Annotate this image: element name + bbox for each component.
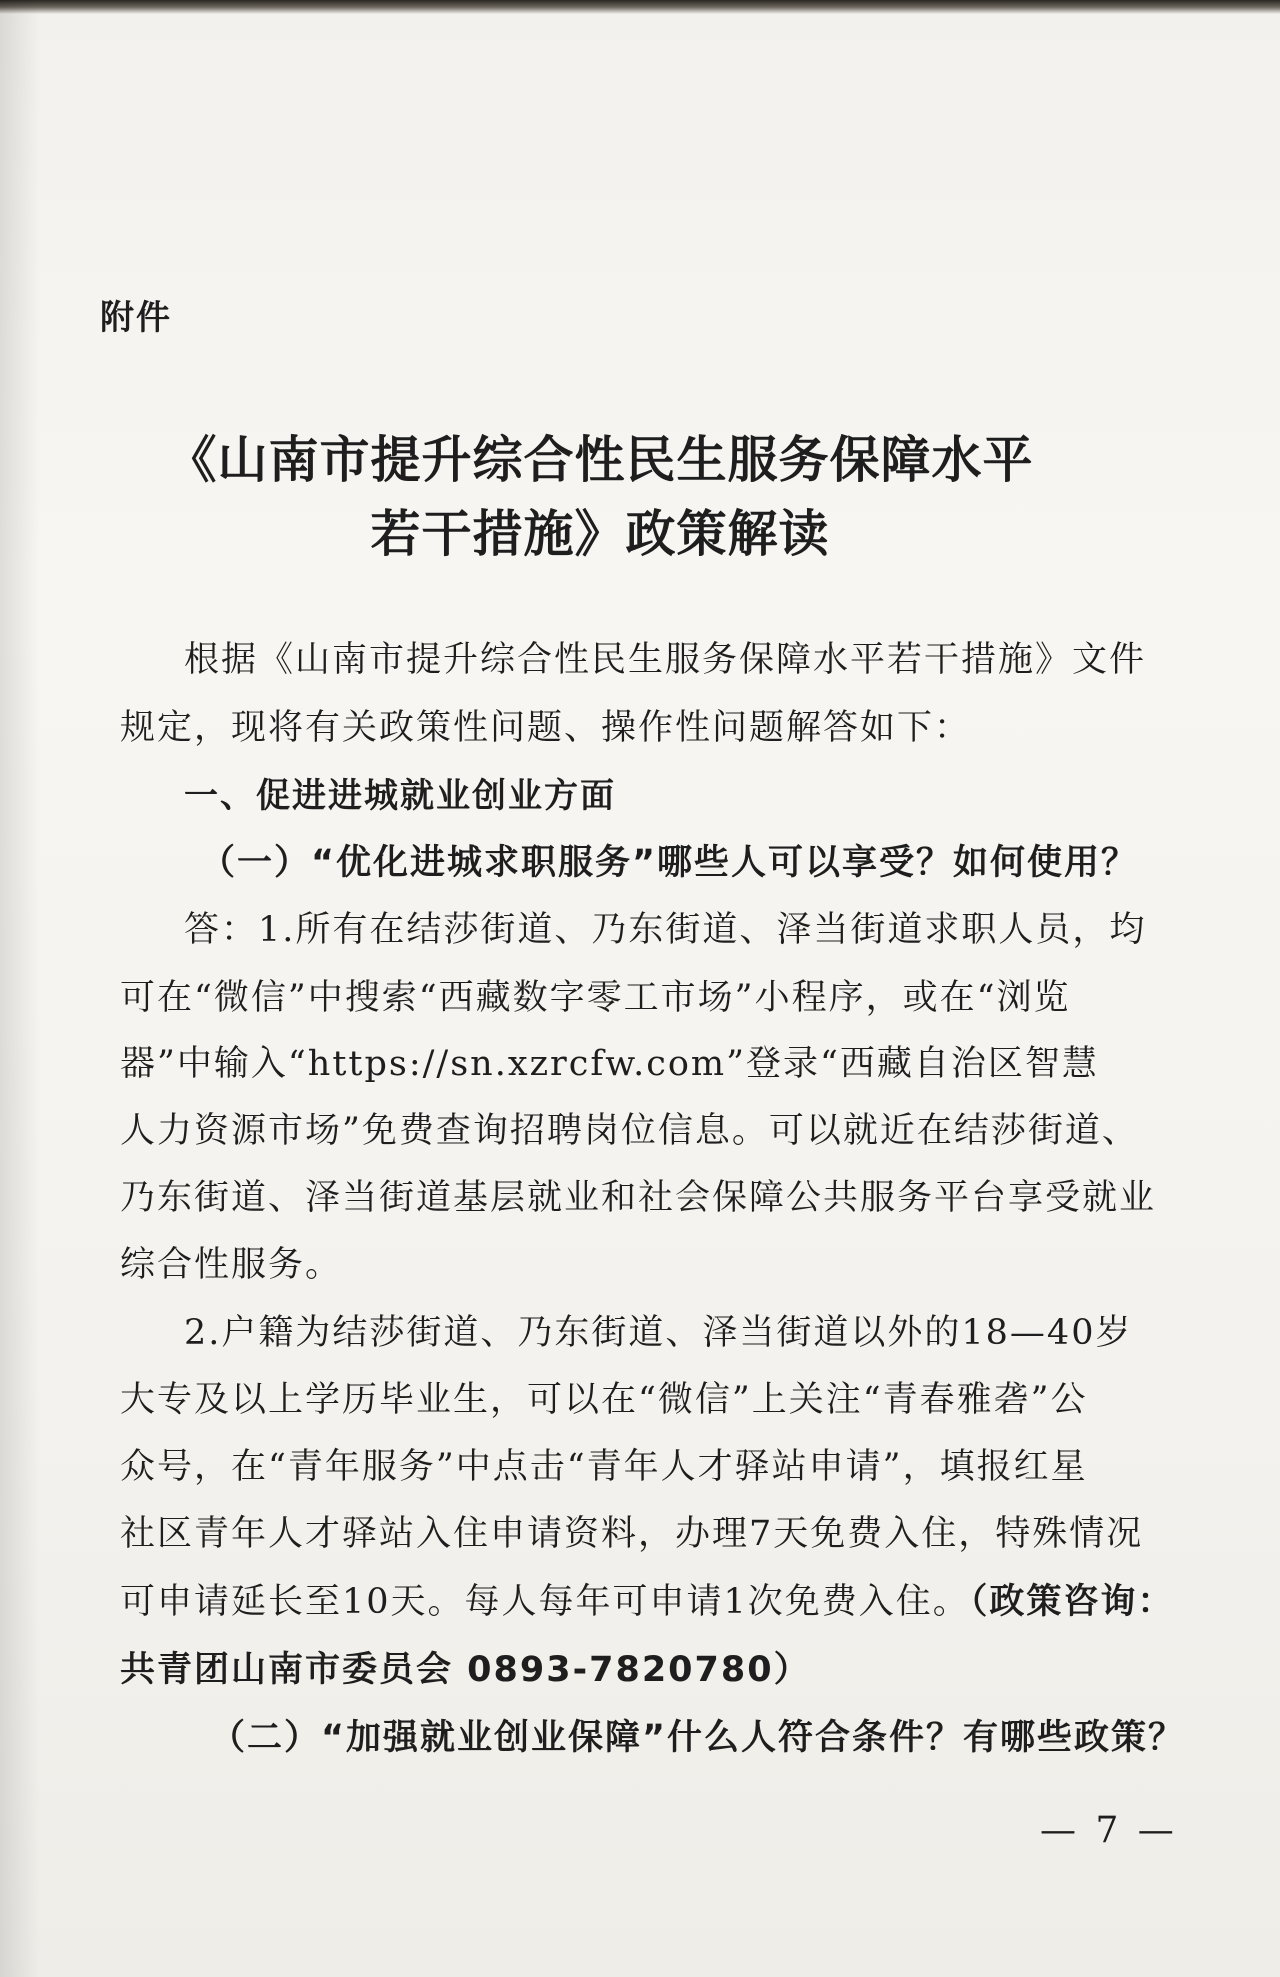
body-line: 大专及以上学历毕业生，可以在“微信”上关注“青春雅砻”公 bbox=[120, 1380, 1088, 1420]
document-title-line-1: 《山南市提升综合性民生服务保障水平 bbox=[166, 431, 1034, 489]
document-title-line-2: 若干措施》政策解读 bbox=[370, 505, 830, 563]
body-line: 社区青年人才驿站入住申请资料，办理7天免费入住，特殊情况 bbox=[120, 1514, 1144, 1554]
body-line: 可在“微信”中搜索“西藏数字零工市场”小程序，或在“浏览 bbox=[120, 978, 1071, 1018]
body-line: 根据《山南市提升综合性民生服务保障水平若干措施》文件 bbox=[184, 640, 1147, 680]
body-line: 器”中输入“https://sn.xzrcfw.com”登录“西藏自治区智慧 bbox=[120, 1044, 1099, 1084]
body-line: 乃东街道、泽当街道基层就业和社会保障公共服务平台享受就业 bbox=[120, 1178, 1157, 1218]
body-line: 综合性服务。 bbox=[120, 1245, 343, 1285]
scan-left-edge bbox=[0, 0, 40, 1977]
body-line bbox=[120, 1582, 1175, 1622]
attachment-label: 附件 bbox=[100, 298, 172, 338]
body-line: 规定，现将有关政策性问题、操作性问题解答如下： bbox=[120, 708, 972, 748]
consult-label: （政策咨询： bbox=[969, 1582, 1175, 1622]
body-line: 人力资源市场”免费查询招聘岗位信息。可以就近在结莎街道、 bbox=[120, 1111, 1139, 1151]
page-number: — 7 — bbox=[1040, 1810, 1178, 1851]
body-line: 答：1.所有在结莎街道、乃东街道、泽当街道求职人员，均 bbox=[184, 910, 1147, 950]
body-line: 众号，在“青年服务”中点击“青年人才驿站申请”，填报红星 bbox=[120, 1447, 1088, 1487]
consult-contact: 共青团山南市委员会 0893-7820780） bbox=[120, 1650, 811, 1690]
scan-top-edge bbox=[0, 0, 1280, 14]
section-heading: 一、促进进城就业创业方面 bbox=[184, 776, 616, 816]
body-text: 可申请延长至10天。每人每年可申请1次免费入住。 bbox=[120, 1582, 970, 1622]
question-heading: （一）“优化进城求职服务”哪些人可以享受？如何使用？ bbox=[200, 843, 1139, 883]
body-line: 2.户籍为结莎街道、乃东街道、泽当街道以外的18—40岁 bbox=[184, 1313, 1133, 1353]
question-heading: （二）“加强就业创业保障”什么人符合条件？有哪些政策？ bbox=[210, 1718, 1186, 1758]
